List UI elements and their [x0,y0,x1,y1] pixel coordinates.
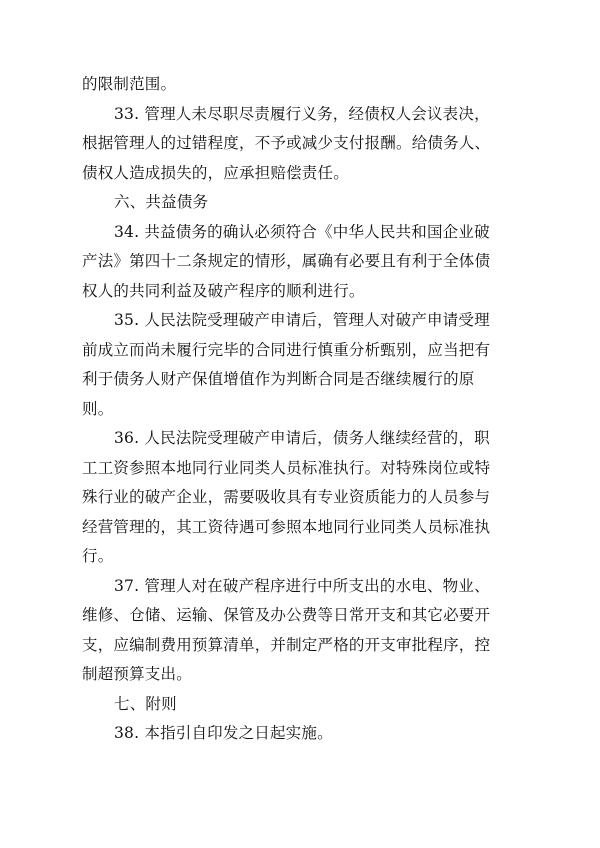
line-16: 经营管理的，其工资待遇可参照本地同行业同类人员标准执 [82,517,491,536]
line-08: 权人的共同利益及破产程序的顺利进行。 [82,281,365,300]
line-04: 债权人造成损失的，应承担赔偿责任。 [82,163,349,182]
section-heading-6: 六、共益债务 [114,193,209,211]
line-07: 产法》第四十二条规定的情形，属确有必要且有利于全体债 [82,252,491,270]
line-09: 35. 人民法院受理破产申请后，管理人对破产申请受理 [114,311,490,329]
document-body [82,70,526,749]
line-11: 利于债务人财产保值增值作为判断合同是否继续履行的原 [82,370,475,388]
line-03: 根据管理人的过错程度，不予或减少支付报酬。给债务人、 [82,134,491,152]
section-heading-7: 七、附则 [114,694,177,713]
line-21: 制超预算支出。 [82,665,192,683]
line-23: 38. 本指引自印发之日起实施。 [114,724,333,742]
line-20: 支，应编制费用预算清单，并制定严格的开支审批程序，控 [82,635,491,654]
line-18: 37. 管理人对在破产程序进行中所支出的水电、物业、 [114,576,490,595]
line-15: 殊行业的破产企业，需要吸收具有专业资质能力的人员参与 [82,488,491,506]
line-12: 则。 [82,399,114,418]
line-02: 33. 管理人未尽职尽责履行义务，经债权人会议表决， [114,104,490,123]
line-06: 34. 共益债务的确认必须符合《中华人民共和国企业破 [114,222,490,241]
line-19: 维修、仓储、运输、保管及办公费等日常开支和其它必要开 [82,606,491,624]
line-17: 行。 [82,547,114,565]
line-10: 前成立而尚未履行完毕的合同进行慎重分析甄别，应当把有 [82,340,491,359]
line-13: 36. 人民法院受理破产申请后，债务人继续经营的，职 [114,429,490,447]
line-14: 工工资参照本地同行业同类人员标准执行。对特殊岗位或特 [82,458,491,477]
line-01: 的限制范围。 [82,75,177,93]
